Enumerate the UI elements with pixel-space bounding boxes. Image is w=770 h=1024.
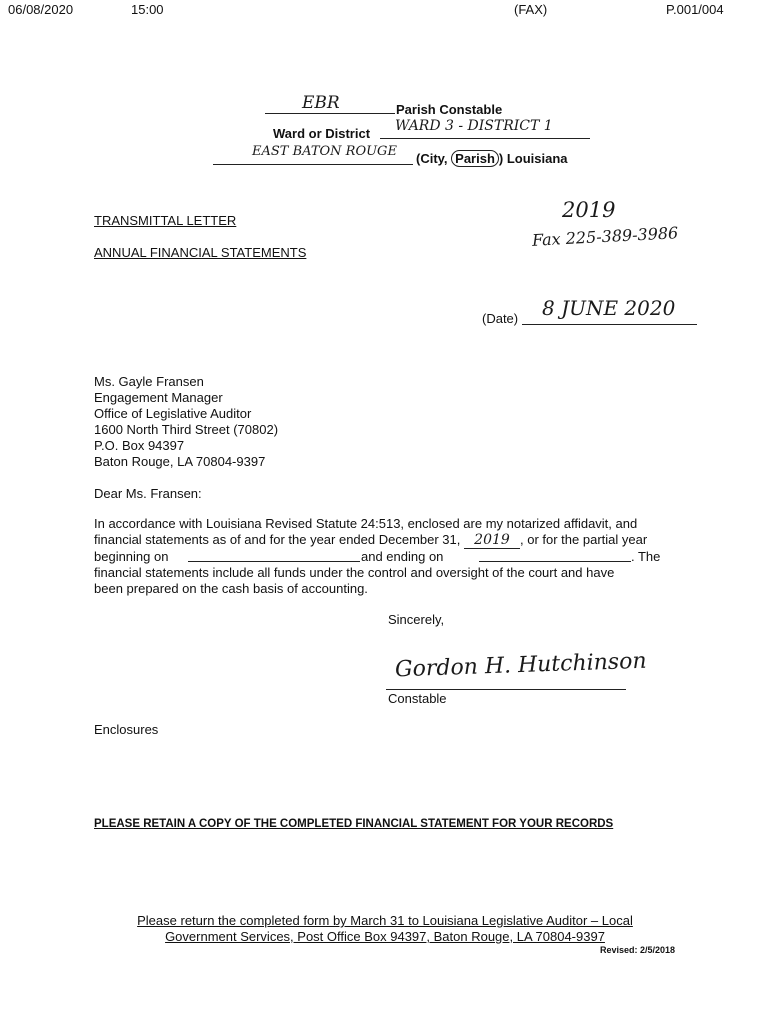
body-line-1: In accordance with Louisiana Revised Statute 24:513, enclosed are my notarized affidavit, and: [94, 516, 638, 531]
enclosures: Enclosures: [94, 722, 159, 737]
fax-date: 06/08/2020: [8, 2, 74, 17]
retain-notice: PLEASE RETAIN A COPY OF THE COMPLETED FINANCIAL STATEMENT FOR YOUR RECORDS: [94, 818, 614, 830]
city-line: [213, 163, 413, 165]
parish-label: Parish Constable: [396, 102, 503, 117]
body-line-3: [94, 549, 684, 565]
return-line-1: Please return the completed form by March 31 to Louisiana Legislative Auditor – Local: [137, 913, 633, 928]
handwritten-fax: Fax 225-389-3986: [531, 223, 679, 250]
date-value: 8 JUNE 2020: [542, 296, 676, 320]
body-beginning-label: beginning on: [94, 549, 169, 564]
fax-page: P.001/004: [666, 2, 724, 17]
body-line-2-post: , or for the partial year: [520, 532, 648, 547]
handwritten-year: 2019: [562, 198, 616, 222]
return-line-2: Government Services, Post Office Box 94397, Baton Rouge, LA 70804-9397: [165, 929, 605, 944]
constable-title: Constable: [388, 691, 447, 706]
parish-value: EBR: [302, 93, 340, 113]
signature: Gordon H. Hutchinson: [394, 648, 647, 683]
city-label-circled: Parish: [451, 150, 499, 167]
signature-line: [386, 688, 626, 690]
return-notice: [0, 913, 770, 945]
body-line-2: [94, 532, 684, 549]
date-line: [522, 323, 697, 325]
title-annual: ANNUAL FINANCIAL STATEMENTS: [94, 245, 307, 260]
address-line: Office of Legislative Auditor: [94, 406, 252, 421]
address-line: P.O. Box 94397: [94, 438, 185, 453]
city-value: EAST BATON ROUGE: [252, 144, 397, 159]
address-line: Ms. Gayle Fransen: [94, 374, 204, 389]
ward-line: [380, 137, 590, 139]
sincerely: Sincerely,: [388, 612, 445, 627]
beginning-blank: [188, 561, 360, 562]
body-year: 2019: [464, 532, 520, 549]
title-transmittal: TRANSMITTAL LETTER: [94, 213, 237, 228]
ending-blank: [479, 561, 631, 562]
address-line: Engagement Manager: [94, 390, 223, 405]
salutation: Dear Ms. Fransen:: [94, 486, 202, 501]
address-line: Baton Rouge, LA 70804-9397: [94, 454, 266, 469]
body-line-5: been prepared on the cash basis of accounting.: [94, 581, 368, 596]
body-line-4: financial statements include all funds under the control and oversight of the court and have: [94, 565, 615, 580]
city-label-post: ) Louisiana: [498, 151, 568, 166]
city-label-pre: (City,: [416, 151, 452, 166]
revised-date: Revised: 2/5/2018: [600, 945, 676, 955]
address-line: 1600 North Third Street (70802): [94, 422, 279, 437]
body-paragraph: [94, 516, 684, 597]
address-block: [94, 374, 278, 470]
body-ending-label: and ending on: [361, 549, 444, 564]
ward-label: Ward or District: [273, 126, 371, 141]
fax-label: (FAX): [514, 2, 548, 17]
date-label: (Date): [482, 311, 519, 326]
city-label: [416, 151, 568, 166]
body-line-2-pre: financial statements as of and for the year ended December 31,: [94, 532, 464, 547]
body-line-3-end: . The: [631, 549, 661, 564]
ward-value: WARD 3 - DISTRICT 1: [395, 118, 553, 134]
fax-time: 15:00: [131, 2, 164, 17]
